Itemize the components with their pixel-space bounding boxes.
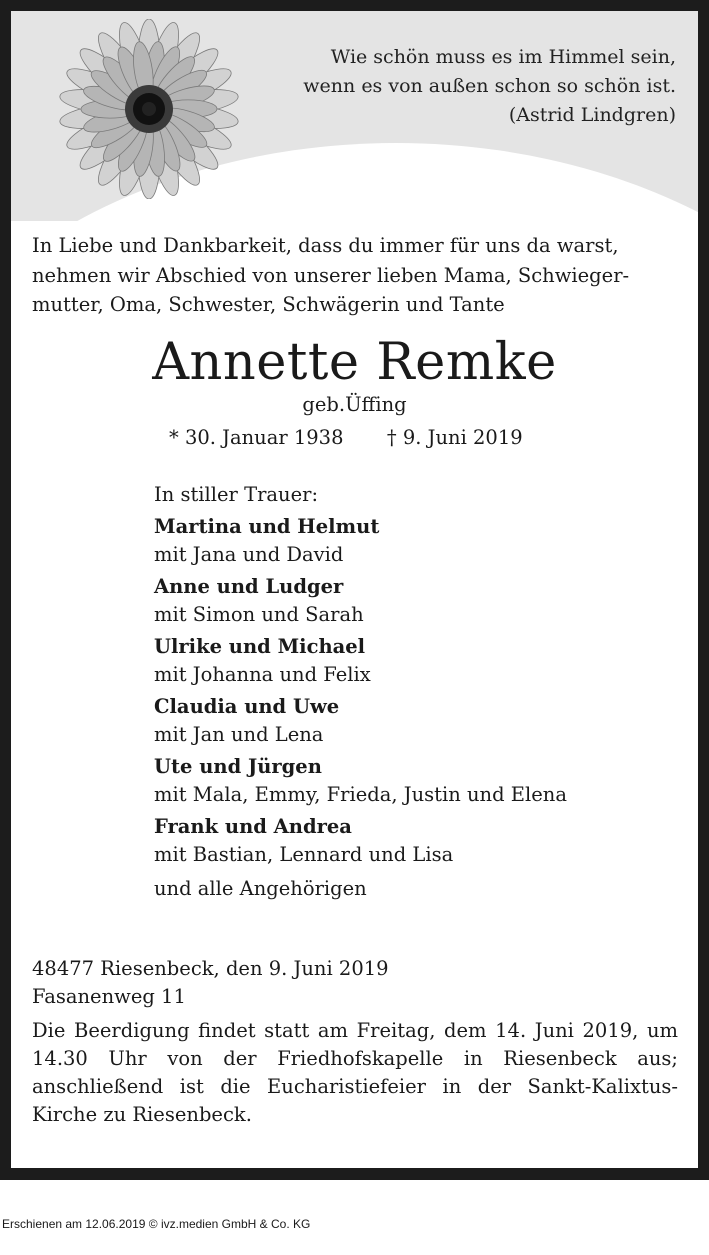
family-adults: Ute und Jürgen [154, 755, 322, 778]
family-entry [154, 573, 567, 629]
birth-date: * 30. Januar 1938 [169, 426, 344, 449]
family-entry [154, 513, 567, 569]
quote-line: wenn es von außen schon so schön ist. [303, 75, 676, 97]
family-children: mit Johanna und Felix [154, 663, 371, 686]
mourners-heading: In stiller Trauer: [154, 483, 319, 506]
family-entry [154, 813, 567, 869]
family-children: mit Jana und David [154, 543, 344, 566]
intro-line: In Liebe und Dankbarkeit, dass du immer für uns da warst, [32, 234, 619, 257]
family-adults: Ulrike und Michael [154, 635, 366, 658]
funeral-notice: Die Beerdigung findet statt am Freitag, dem 14. Juni 2019, um 14.30 Uhr von der Friedhofskapelle in Riesenbeck aus; anschließend ist die Eucharistiefeier in der Sankt-Kalixtus-Kirche zu Riesenbeck. [32, 1019, 678, 1126]
family-entry [154, 633, 567, 689]
family-children: mit Bastian, Lennard und Lisa [154, 843, 454, 866]
address-block [32, 955, 389, 1011]
family-adults: Claudia und Uwe [154, 695, 340, 718]
quote-author: (Astrid Lindgren) [508, 104, 676, 126]
family-adults: Anne und Ludger [154, 575, 344, 598]
family-entry [154, 693, 567, 749]
mourners-list [154, 481, 567, 903]
family-adults: Martina und Helmut [154, 515, 380, 538]
deceased-name: Annette Remke [152, 333, 557, 392]
intro-text [32, 231, 682, 320]
family-adults: Frank und Andrea [154, 815, 352, 838]
obituary-card [11, 11, 698, 1168]
intro-line: mutter, Oma, Schwester, Schwägerin und Tante [32, 293, 505, 316]
publication-footer: Erschienen am 12.06.2019 © ivz.medien GmbH & Co. KG [2, 1217, 311, 1231]
place-date: 48477 Riesenbeck, den 9. Juni 2019 [32, 957, 389, 980]
family-children: mit Jan und Lena [154, 723, 324, 746]
death-date: † 9. Juni 2019 [386, 426, 523, 449]
flower-image [59, 19, 239, 199]
street-address: Fasanenweg 11 [32, 985, 186, 1008]
intro-line: nehmen wir Abschied von unserer lieben Mama, Schwieger- [32, 263, 630, 287]
quote-line: Wie schön muss es im Himmel sein, [330, 46, 676, 68]
family-children: mit Simon und Sarah [154, 603, 364, 626]
family-children: mit Mala, Emmy, Frieda, Justin und Elena [154, 783, 567, 806]
life-dates [169, 426, 523, 449]
family-entry [154, 753, 567, 809]
mourners-closing: und alle Angehörigen [154, 877, 367, 900]
birth-name: geb.Üffing [302, 393, 407, 416]
quote [303, 43, 676, 130]
